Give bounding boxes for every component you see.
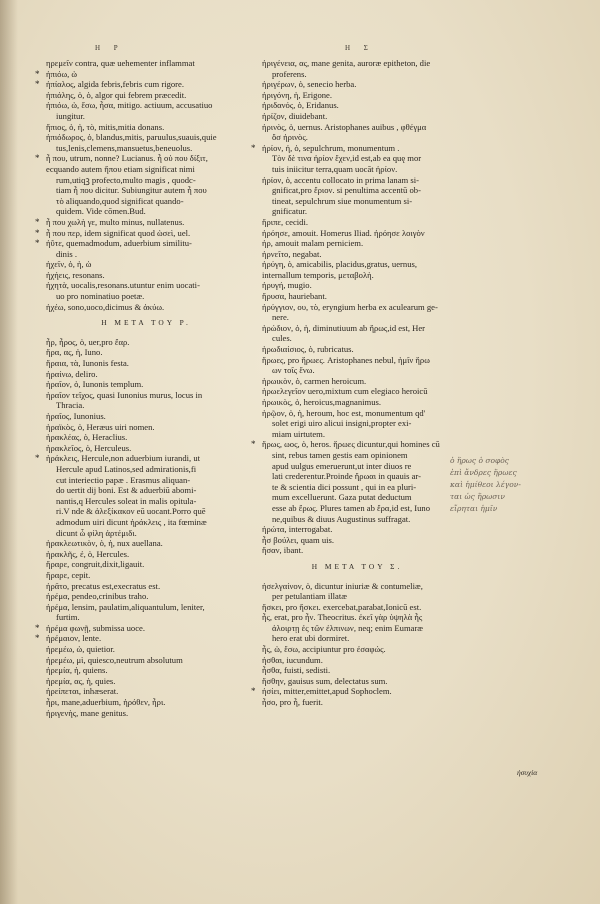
entry-text: ἠρεμέω, ὡ, quietior. [46, 644, 115, 655]
entry-text: ἡρεμία, ας, ἡ, quies. [46, 675, 116, 686]
entry-text: ἡρωδιαίσιος, ὁ, rubricatus. [262, 344, 354, 355]
asterisk-icon: * [35, 453, 40, 464]
entry-line [46, 390, 246, 401]
entry-text: solet erigi uiro alicui insigni,propter exi- [272, 418, 412, 429]
entry-line [262, 450, 452, 461]
entry-text: ἡρῷον, ὁ, ἡ, heroum, hoc est, monumentum qd' [262, 407, 426, 418]
entry-text: ἠριγέρων, ὁ, senecio herba. [262, 79, 357, 90]
entry-text: ἡραϊκὸς, ὁ, Heræus uiri nomen. [46, 421, 155, 432]
entry-text: gnificat,pro ἔριον. si penultima accentū ob- [272, 185, 421, 196]
entry-line [262, 471, 452, 482]
entry-text: tineat, sepulchrum siue monumentum si- [272, 195, 413, 206]
entry-line [35, 453, 246, 464]
entry-line [262, 665, 452, 676]
entry-text: ἤσκει, pro ἤσκει. exercebat,parabat,Ionicū est. [262, 601, 422, 612]
entry-line [46, 249, 246, 260]
entry-text: ri.V nde & ἀλεξίκακον eū uocant.Porro quē [56, 506, 206, 517]
entry-text: iungitur. [56, 110, 85, 121]
entry-text: ἠΰτε, quemadmodum, aduerbium similitu- [46, 238, 192, 249]
entry-text: ἠρίζον, diuidebant. [262, 110, 328, 121]
entry-text: τὸ aliquando,quod significat quando- [56, 195, 184, 206]
entry-line [262, 185, 452, 196]
entry-text: ἠπιάλης, ὁ, ὁ, algor qui febrem præcedit. [46, 89, 187, 100]
entry-text: cules. [272, 333, 292, 344]
entry-line [262, 100, 452, 111]
left-entries [35, 58, 246, 312]
marginalia-line: καὶ ἡμίθεοι λέγον- [450, 480, 521, 489]
entry-line [262, 545, 452, 556]
entry-line [46, 58, 246, 69]
entry-line [262, 333, 452, 344]
entry-line [46, 655, 246, 666]
entry-text: Hercule apud Latinos,sed admirationis,fi [56, 463, 197, 474]
entry-line [46, 581, 246, 592]
entry-text: furtim. [56, 612, 80, 623]
entry-line [46, 570, 246, 581]
entry-line [46, 270, 246, 281]
entry-text: ἡραῖον, ὁ, Iunonis templum. [46, 379, 144, 390]
entry-text: ἠριγόνη, ἡ, Erigone. [262, 89, 333, 100]
entry-line [35, 227, 246, 239]
entry-text: ἡράκλεις, Hercule,non aduerbium iurandi, ut [46, 453, 201, 464]
entry-text: ἦ που χωλὴ γε, multo minus, nullatenus. [46, 216, 185, 227]
entry-text: ἡρακλῆς, ἐ, ὁ, Hercules. [46, 548, 130, 559]
entry-text: ἠρέμα, pendeo,crinibus traho. [46, 591, 149, 602]
entry-text: ἠχητὰ, uocalis,resonans.utuntur enim uocati- [46, 280, 200, 291]
entry-line [46, 411, 246, 422]
entry-line [35, 622, 246, 634]
entry-text: ἠπιόδωρος, ὁ, blandus,mitis, paruulus,suauis,quie [46, 132, 217, 143]
entry-line [262, 397, 452, 408]
entry-line [46, 475, 246, 486]
asterisk-icon: * [35, 68, 40, 79]
entry-text: ἠπίαλος, algida febris,febris cum rigore. [46, 79, 184, 90]
entry-line [46, 549, 246, 560]
entry-text: ἡρώδιον, ὁ, ἡ, diminutiuum ab ἥρως,id est, Her [262, 322, 426, 333]
entry-text: ἠριδανός, ὁ, Eridanus. [262, 100, 339, 111]
entry-line [46, 291, 246, 302]
entry-text: nantis,q Hercules soleat in malis opitula- [56, 495, 197, 506]
entry-line [46, 259, 246, 270]
entry-text: ἠριγενὴς, mane genitus. [46, 707, 129, 718]
entry-text: ἧς, ὡ, ἔσω, accipiuntur pro ἐσαφώς. [262, 644, 386, 655]
entry-text: dicunt ὦ φίλη ἀρτέμιδι. [56, 527, 137, 538]
entry-text: ἠρόησε, amouit. Homerus Iliad. ἠρόησε λοιγὸν [262, 227, 425, 238]
entry-line [262, 69, 452, 80]
entry-line [46, 337, 246, 348]
left-entries-rho [35, 336, 246, 718]
gutter-shadow [0, 0, 18, 904]
entry-line [46, 612, 246, 623]
entry-line [262, 280, 452, 291]
entry-text: ἠρύγη, ὁ, amicabilis, placidus,gratus, uernus, [262, 259, 417, 270]
entry-line [46, 517, 246, 528]
entry-text: ἥρωες, pro ἥρωες. Aristophanes nebul, ἡμῖν ἥρω [262, 354, 430, 365]
marginalia-line: ται ὡς ἥρωσιν [450, 492, 505, 501]
entry-text: cut interiectio papæ . Erasmus aliquan- [56, 474, 191, 485]
entry-line [46, 686, 246, 697]
marginalia-line: ὁ ἥρως ὁ σοφὸς [450, 456, 510, 465]
asterisk-icon: * [35, 238, 40, 249]
asterisk-icon: * [251, 439, 256, 450]
entry-line [262, 633, 452, 644]
entry-line [46, 443, 246, 454]
entry-text: ἠριγένεια, ας, mane genita, auroræ epitheton, die [262, 58, 431, 68]
entry-line [46, 432, 246, 443]
entry-text: per petulantiam illatæ [272, 591, 347, 602]
entry-line [262, 270, 452, 281]
entry-line [262, 259, 452, 270]
asterisk-icon: * [35, 622, 40, 633]
entry-line [262, 602, 452, 613]
marginalia-line: ἐπὶ ἄνδρες ἥρωες [450, 468, 517, 477]
entry-text: ἠπιόω, ὡ [46, 68, 78, 79]
entry-line [251, 439, 452, 450]
entry-line [46, 708, 246, 719]
entry-line [262, 655, 452, 666]
entry-line [46, 400, 246, 411]
entry-text: ἠρέμα, lensim, paulatim,aliquantulum, leniter, [46, 601, 205, 612]
entry-text: hero erat ubi dormiret. [272, 633, 350, 644]
entry-text: ἠπιόω, ὡ, ἔσω, ἦσα, mitigo. actiuum, accusatiuo [46, 100, 213, 111]
running-head-right: H Σ [345, 44, 374, 52]
entry-text: miam uirtutem. [272, 428, 325, 439]
entry-text: ἠρίον, ὁ, accentu collocato in prima lanam si- [262, 174, 419, 185]
entry-text: ἠρεμία, ἡ, quiens. [46, 665, 108, 676]
right-column [251, 58, 452, 708]
entry-line [46, 464, 246, 475]
left-column [35, 58, 246, 718]
entry-text: ἤραρε, congruit,dixit,ligauit. [46, 559, 145, 570]
entry-text: ἠραίνω, deliro. [46, 368, 98, 379]
section-head-rho: H META TOY P. [101, 318, 191, 328]
entry-line [262, 196, 452, 207]
entry-text: admodum uiri dicunt ἡράκλεις , ita fœminæ [56, 516, 207, 527]
entry-line [262, 217, 452, 228]
entry-text: ἠρυγή, mugio. [262, 280, 312, 291]
entry-line [262, 90, 452, 101]
entry-line [262, 58, 452, 69]
entry-text: ἦσ βούλει, quam uis. [262, 534, 335, 545]
entry-text: ἦρι, mane,aduerbium, ἠρόθεν, ἦρι. [46, 697, 166, 708]
entry-line [262, 302, 452, 313]
entry-text: ἡραῖον τεῖχος, quasi Iunonius murus, locus in [46, 389, 203, 400]
entry-line [46, 369, 246, 380]
entry-line [262, 408, 452, 419]
entry-text: ἠχέω, sono,uoco,dicimus & ἀκύω. [46, 301, 165, 312]
entry-text: ἠχήεις, resonans. [46, 269, 105, 280]
entry-line [46, 644, 246, 655]
entry-text: ne,quibus & diuus Augustinus suffragat. [272, 513, 411, 524]
entry-line [262, 164, 452, 175]
entry-text: tuis iniicitur terra,quam uocāt ἠρίον. [272, 163, 398, 174]
entry-text: ἤριπε, cecidi. [262, 216, 309, 227]
entry-text: ηρεμεῖν contra, quæ uehementer inflammat [46, 58, 195, 68]
entry-text: mum excelluerunt. Gaza putat deductum [272, 492, 412, 503]
entry-line [46, 175, 246, 186]
entry-line [46, 602, 246, 613]
asterisk-icon: * [35, 633, 40, 644]
entry-text: ἤρυσα, hauriebant. [262, 291, 327, 302]
entry-line [46, 111, 246, 122]
entry-text: ἤσαν, ibant. [262, 545, 304, 556]
entry-line [262, 482, 452, 493]
entry-text: ἠρέμα φωνῇ, submissa uoce. [46, 622, 145, 633]
entry-text: proferens. [272, 68, 307, 79]
entry-line [35, 216, 246, 228]
entry-line [262, 111, 452, 122]
entry-text: ἡρακλεωτικὸν, ὁ, ἡ, nux auellana. [46, 538, 163, 549]
entry-text: ἦ που, utrum, nonne? Lucianus. ἦ οὐ που δίξιτ, [46, 153, 208, 164]
asterisk-icon: * [251, 686, 256, 697]
entry-line [262, 376, 452, 387]
right-entries [251, 58, 452, 556]
entry-line [46, 164, 246, 175]
entry-line [262, 249, 452, 260]
entry-text: lati crederentur.Proinde ἥρωαι in quauis ar- [272, 471, 421, 482]
entry-text: ecquando autem ἤπου etiam significat nimi [46, 163, 195, 174]
entry-text: ἠσθαι, iucundum. [262, 654, 323, 665]
entry-line [262, 344, 452, 355]
entry-line [46, 485, 246, 496]
entry-line [262, 79, 452, 90]
entry-line [262, 492, 452, 503]
entry-text: quidem. Vide cōmen.Bud. [56, 206, 146, 217]
entry-line [46, 538, 246, 549]
entry-text: uo pro nominatiuo poetæ. [56, 291, 145, 302]
running-head-left: H P [95, 44, 124, 52]
entry-text: ἡρακλεῖος, ὁ, Herculeus. [46, 442, 132, 453]
entry-text: ἥραια, τὰ, Iunonis festa. [46, 358, 129, 369]
entry-line [46, 185, 246, 196]
entry-text: ἠρίον, ἠ, ὁ, sepulchrum, monumentum . [262, 142, 400, 153]
entry-line [46, 506, 246, 517]
entry-text: ἡρωικὸν, ὁ, carmen heroicum. [262, 375, 367, 386]
entry-text: tiam ἦ που dicitur. Subiungitur autem ἦ που [56, 185, 207, 196]
asterisk-icon: * [35, 216, 40, 227]
entry-line [46, 358, 246, 369]
entry-text: ἠρείπεται, inhæserat. [46, 686, 119, 697]
entry-line [251, 686, 452, 697]
entry-text: ἤπιος, ὁ, ἡ, τὸ, mitis,mitia donans. [46, 121, 165, 132]
entry-text: ἦσο, pro ἦ, fuerit. [262, 697, 323, 708]
entry-line [46, 122, 246, 133]
entry-text: ἥρα, ας, ἡ, Iuno. [46, 347, 103, 358]
entry-line [262, 623, 452, 634]
entry-line [46, 528, 246, 539]
entry-line [262, 612, 452, 623]
entry-text: ἦρ, ἦρος, ὁ, uer,pro ἔαρ. [46, 336, 130, 347]
asterisk-icon: * [251, 142, 256, 153]
entry-line [262, 418, 452, 429]
entry-line [35, 238, 246, 249]
section-head-sigma: H META TOY Σ. [311, 561, 403, 571]
entry-text: gnificatur. [272, 206, 308, 217]
entry-line [262, 122, 452, 133]
entry-line [262, 206, 452, 217]
entry-line [262, 461, 452, 472]
entry-text: ἠρινὸς, ὁ, uernus. Aristophanes auibus , φθέγμα [262, 121, 427, 132]
entry-text: ἠρέμαιον, lente. [46, 633, 102, 644]
entry-line [262, 644, 452, 655]
entry-line [35, 153, 246, 164]
entry-line [46, 90, 246, 101]
entry-text: internallum temporis, μεταβολὴ. [262, 269, 374, 280]
entry-line [262, 238, 452, 249]
entry-line [35, 79, 246, 90]
entry-line [46, 697, 246, 708]
entry-line [46, 132, 246, 143]
entry-text: ἡραῖος, Iunonius. [46, 411, 106, 421]
entry-text: ων τοῖς ἔνω. [272, 365, 315, 376]
entry-line [46, 100, 246, 111]
entry-text: ἠσελγαίνον, ὁ, dicuntur iniuriæ & contumeliæ, [262, 580, 423, 591]
entry-line [251, 142, 452, 154]
entry-line [262, 153, 452, 164]
entry-line [262, 676, 452, 687]
entry-text: ἤραρε, cepit. [46, 569, 91, 580]
entry-line [262, 355, 452, 366]
entry-line [262, 697, 452, 708]
entry-text: ἠσίει, mitter,emittet,apud Sophoclem. [262, 686, 392, 697]
entry-line [262, 581, 452, 592]
right-entries-sigma [251, 580, 452, 708]
entry-line [46, 496, 246, 507]
entry-text: rum,utiqꝫ profecto,multo magis , quodc- [56, 174, 196, 185]
entry-line [46, 206, 246, 217]
entry-line [46, 302, 246, 313]
entry-line [46, 676, 246, 687]
entry-line [35, 68, 246, 80]
entry-line [46, 559, 246, 570]
entry-text: ἠρνεῖτο, negabat. [262, 248, 322, 259]
entry-text: ἡρωικὸς, ὁ, heroicus,magnanimus. [262, 397, 381, 407]
entry-line [262, 228, 452, 239]
entry-line [262, 312, 452, 323]
entry-text: apud uulgus emeruerunt,ut inter diuos re [272, 460, 412, 471]
entry-text: ἠρᾶτο, precatus est,execratus est. [46, 580, 161, 591]
asterisk-icon: * [35, 153, 40, 164]
entry-line [46, 422, 246, 433]
entry-text: ἠρύγγιον, ου, τὸ, eryngium herba ex aculearum ge- [262, 301, 438, 312]
entry-line [46, 196, 246, 207]
entry-line [262, 323, 452, 334]
entry-line [262, 429, 452, 440]
entry-line [262, 503, 452, 514]
entry-text: ἦσθα, fuisti, sedisti. [262, 665, 331, 676]
entry-line [35, 633, 246, 644]
handwritten-marginalia [450, 455, 590, 515]
entry-line [262, 386, 452, 397]
entry-line [46, 143, 246, 154]
entry-line [262, 524, 452, 535]
entry-text: ἀλοιρτῃ ἐς τῶν ἐλπινων, neq; enim Eumaræ [272, 622, 424, 633]
entry-text: ἠρώτα, interrogabat. [262, 524, 333, 535]
entry-line [262, 132, 452, 143]
entry-text: ἥρως, ωος, ὁ, heros. ἥρωες dicuntur,qui homines cū [262, 439, 440, 450]
entry-line [46, 280, 246, 291]
entry-line [262, 535, 452, 546]
entry-line [262, 365, 452, 376]
entry-text: ἠρεμέω, μὶ, quiesco,neutrum absolutum [46, 654, 183, 665]
entry-line [46, 591, 246, 602]
entry-text: dinis . [56, 248, 78, 259]
entry-text: Thracia. [56, 400, 85, 411]
asterisk-icon: * [35, 79, 40, 90]
marginalia-line: εἴρηται ἡμῖν [450, 504, 498, 513]
entry-line [46, 665, 246, 676]
catchword: ἠσυχία [517, 768, 538, 777]
entry-line [262, 175, 452, 186]
entry-text: do uertit dij boni. Est & aduerbiū abomi- [56, 485, 197, 496]
entry-text: ἡρακλέας, ὁ, Heraclius. [46, 432, 128, 443]
entry-line [262, 514, 452, 525]
entry-text: sint, rebus tamen gestis eam opinionem [272, 449, 408, 460]
entry-text: ἦ που περ, idem significat quod ὡσεὶ, uel. [46, 227, 191, 238]
entry-text: nere. [272, 312, 289, 323]
entry-line [262, 591, 452, 602]
entry-text: tus,lenis,clemens,mansuetus,beneuolus. [56, 142, 193, 153]
entry-text: ἦς, erat, pro ἦν. Theocritus. ἐκεῖ γὰρ ὑψηλὰ ἦς [262, 612, 423, 623]
entry-line [46, 379, 246, 390]
entry-text: ἠχεῖν, ὁ, ἡ, ὡ [46, 259, 92, 270]
entry-line [46, 347, 246, 358]
entry-text: ὅσ ἠρινὸς. [272, 132, 308, 143]
entry-line [262, 291, 452, 302]
entry-text: ἥσθην, gauisus sum, delectatus sum. [262, 675, 388, 686]
entry-text: Τὸν δὲ τινα ἠρίον ἔχεν,id est,ab ea quę mor [272, 153, 422, 164]
entry-text: esse ab ἔρως. Plures tamen ab ἔρα,id est, Iuno [272, 502, 430, 513]
entry-text: ἠρ, amouit malam perniciem. [262, 238, 364, 249]
entry-text: ἡρωελεγεῖον uero,mixtum cum elegiaco heroicū [262, 386, 428, 397]
entry-text: te & scientia dici possunt , qui in ea pluri- [272, 481, 417, 492]
asterisk-icon: * [35, 227, 40, 238]
